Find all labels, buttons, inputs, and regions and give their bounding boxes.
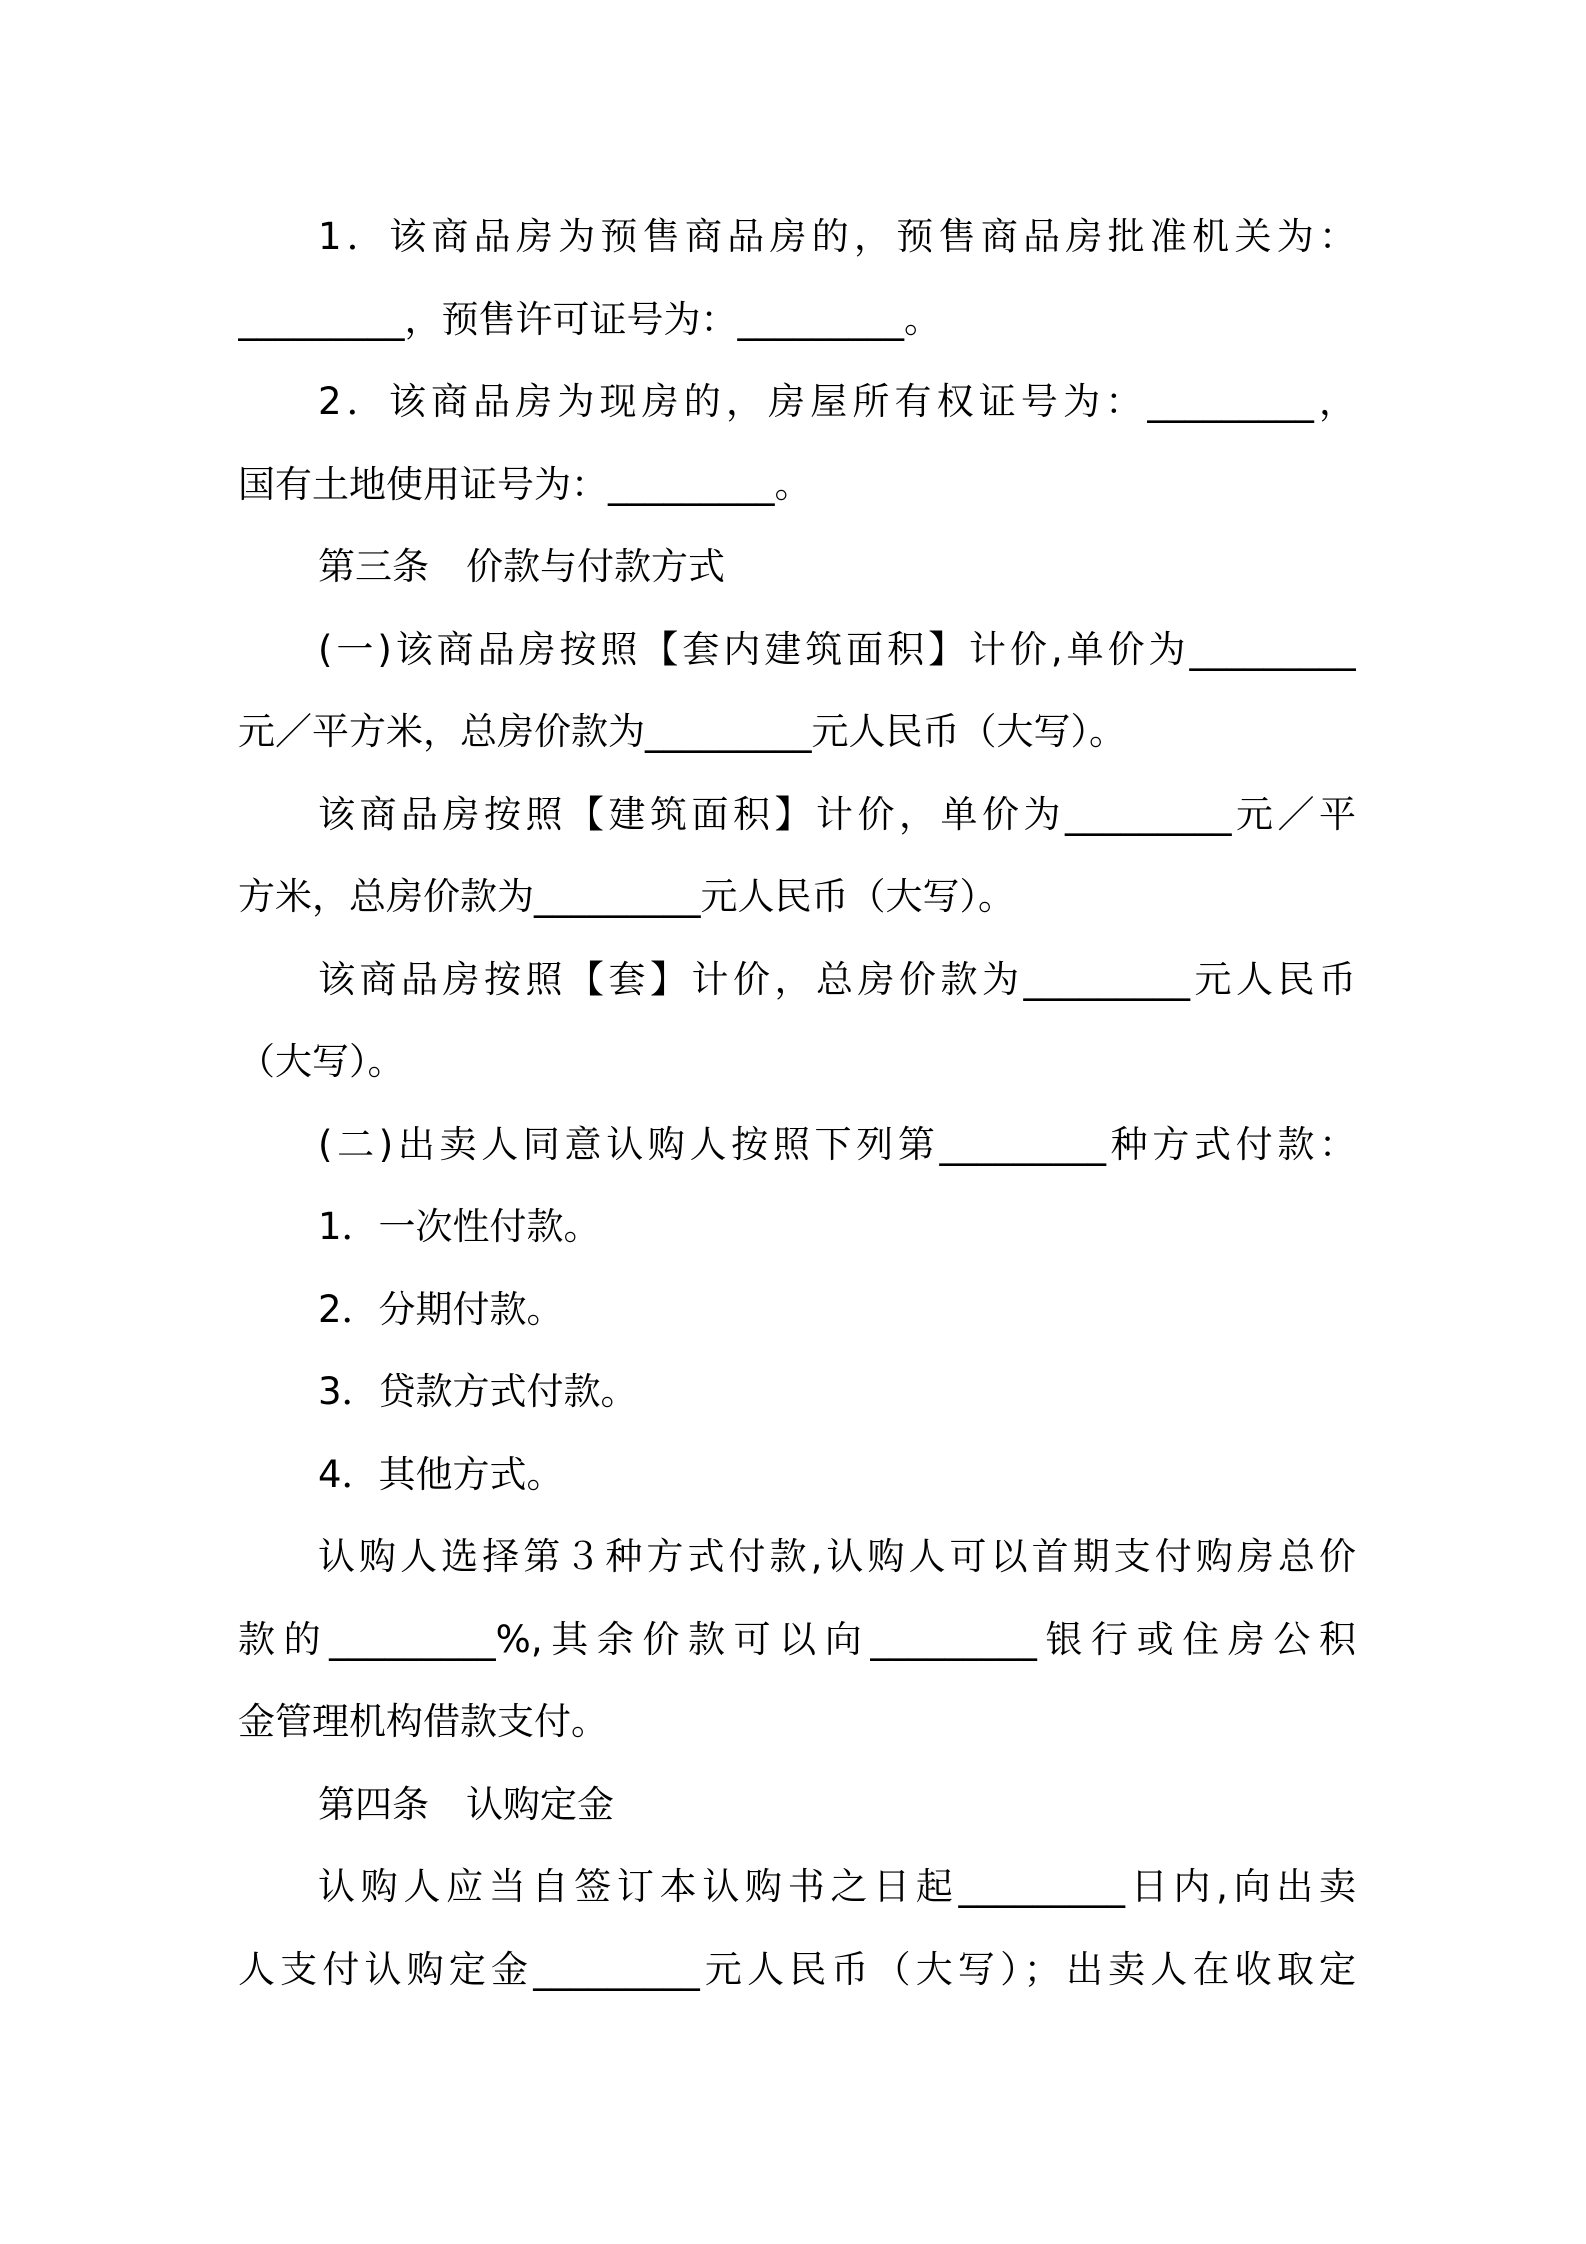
text-line: 人支付认购定金_________元人民币（大写）；出卖人在收取定 [238, 1947, 1356, 1991]
text-line: 元／平方米，总房价款为_________元人民币（大写）。 [238, 710, 1126, 753]
text-line: (一)该商品房按照【套内建筑面积】计价,单价为_________ [318, 627, 1356, 671]
text-line: 方米，总房价款为_________元人民币（大写）。 [238, 875, 1015, 918]
text-line: _________，预售许可证号为：_________。 [238, 297, 941, 341]
text-line: （大写）。 [238, 1040, 405, 1083]
section-heading: 第四条 认购定金 [318, 1782, 614, 1826]
text-line: 2．分期付款。 [318, 1287, 564, 1331]
document-body [238, 196, 1356, 2011]
text-line: 国有土地使用证号为：_________。 [238, 462, 812, 506]
text-line: 1．该商品房为预售商品房的，预售商品房批准机关为： [318, 215, 1356, 258]
text-line: 4．其他方式。 [318, 1452, 564, 1496]
text-line: 金管理机构借款支付。 [238, 1700, 608, 1743]
text-line: 该商品房按照【建筑面积】计价，单价为_________元／平 [318, 792, 1356, 836]
text-line: 款的_________%,其余价款可以向_________银行或住房公积 [238, 1617, 1356, 1661]
text-line: 该商品房按照【套】计价，总房价款为_________元人民币 [318, 957, 1356, 1001]
text-line: 3．贷款方式付款。 [318, 1370, 638, 1413]
text-line: (二)出卖人同意认购人按照下列第_________种方式付款： [318, 1122, 1356, 1166]
section-heading: 第三条 价款与付款方式 [318, 545, 725, 588]
text-line: 1．一次性付款。 [318, 1205, 601, 1248]
text-line: 2．该商品房为现房的，房屋所有权证号为：_________， [318, 380, 1356, 423]
text-line: 认购人选择第３种方式付款,认购人可以首期支付购房总价 [318, 1535, 1356, 1578]
text-line: 认购人应当自签订本认购书之日起_________日内,向出卖 [318, 1865, 1356, 1908]
